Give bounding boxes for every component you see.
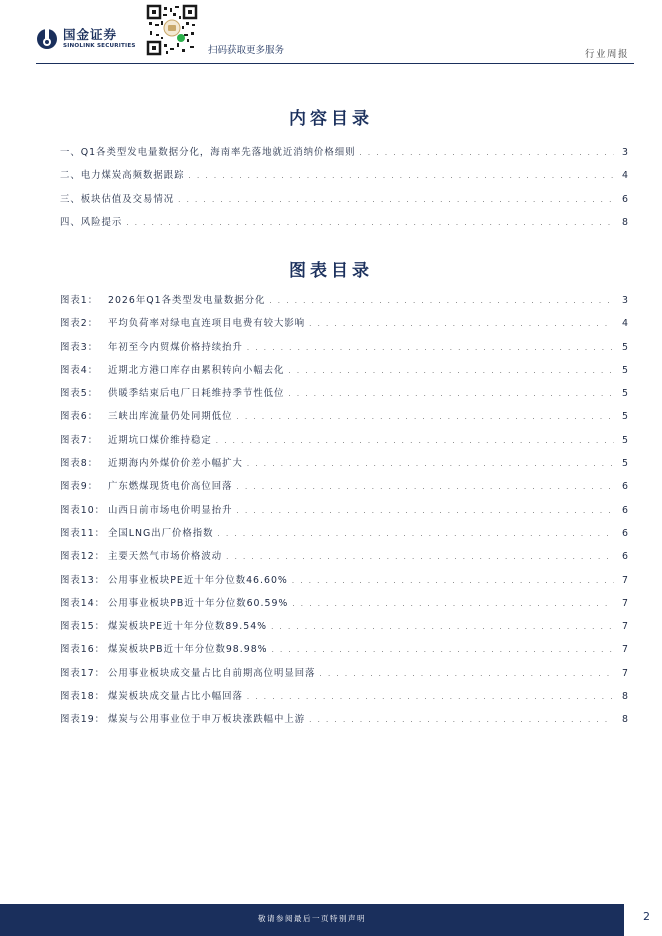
- figure-toc-item-label: [60, 385, 284, 399]
- toc-leader-dots: [309, 319, 614, 330]
- figure-toc-item[interactable]: [60, 665, 628, 688]
- figure-toc-item-prefix: 图表17：: [60, 667, 106, 679]
- figure-toc-item-title: 公用事业板块PE近十年分位数46.60%: [108, 574, 288, 586]
- toc-item-page: 3: [622, 147, 628, 158]
- figure-toc-item-page: 7: [622, 644, 628, 656]
- figure-toc-item[interactable]: [60, 641, 628, 664]
- report-type-label: 行业周报: [584, 49, 629, 60]
- figure-toc-item-title: 近期北方港口库存由累积转向小幅去化: [108, 364, 285, 376]
- figure-toc-item-page: 5: [622, 364, 628, 376]
- figure-toc-item-prefix: 图表14：: [60, 597, 106, 609]
- figure-toc-item-label: [60, 711, 305, 725]
- figure-toc-item-prefix: 图表19：: [60, 714, 106, 726]
- figure-toc-item-page: 8: [622, 691, 628, 703]
- toc-item-label: 二、电力煤炭高频数据跟踪: [60, 170, 185, 182]
- toc-leader-dots: [247, 343, 614, 354]
- figures-list: [60, 292, 628, 735]
- figure-toc-item-title: 煤炭与公用事业位于申万板块涨跌幅中上游: [108, 714, 306, 726]
- figure-toc-item[interactable]: [60, 339, 628, 362]
- figure-toc-item-prefix: 图表10：: [60, 504, 106, 516]
- figure-toc-item-label: [60, 688, 243, 702]
- scan-for-services-text: 扫码获取更多服务: [208, 45, 285, 56]
- toc-item-page: 4: [622, 170, 628, 182]
- toc-leader-dots: [218, 529, 614, 540]
- figure-toc-item-title: 近期坑口煤价维持稳定: [108, 434, 212, 446]
- figure-toc-item-prefix: 图表9：: [60, 481, 99, 493]
- figure-toc-item-page: 6: [622, 527, 628, 539]
- toc-leader-dots: [226, 552, 614, 563]
- toc-leader-dots: [359, 148, 614, 159]
- figure-toc-item[interactable]: [60, 315, 628, 338]
- figure-toc-item-label: [60, 641, 268, 655]
- sinolink-logo-icon: [36, 28, 58, 50]
- toc-leader-dots: [271, 622, 614, 633]
- toc-item-label: 四、风险提示: [60, 216, 123, 228]
- figure-toc-item-label: [60, 572, 288, 586]
- figure-toc-item-title: 广东燃煤现货电价高位回落: [108, 481, 233, 493]
- figure-toc-item-label: [60, 408, 233, 422]
- figure-toc-item-title: 平均负荷率对绿电直连项目电费有较大影响: [108, 318, 306, 330]
- figure-toc-item[interactable]: [60, 502, 628, 525]
- toc-item[interactable]: [60, 214, 628, 237]
- figure-toc-item-prefix: 图表11：: [60, 527, 106, 539]
- figure-toc-item-page: 8: [622, 714, 628, 726]
- figure-toc-item-label: [60, 315, 305, 329]
- figure-toc-item-title: 主要天然气市场价格波动: [108, 551, 223, 563]
- figure-toc-item-label: [60, 455, 243, 469]
- toc-item[interactable]: [60, 191, 628, 214]
- figure-toc-item-title: 年初至今内贸煤价格持续抬升: [108, 341, 243, 353]
- figure-toc-item-page: 5: [622, 458, 628, 470]
- toc-leader-dots: [292, 576, 614, 587]
- figure-toc-item-prefix: 图表13：: [60, 574, 106, 586]
- figure-toc-item-title: 近期海内外煤价价差小幅扩大: [108, 458, 243, 470]
- toc-leader-dots: [269, 296, 614, 307]
- figure-toc-item-title: 供暖季结束后电厂日耗维持季节性低位: [108, 388, 285, 400]
- toc-leader-dots: [216, 436, 614, 447]
- figure-toc-item-page: 7: [622, 574, 628, 586]
- figure-toc-item-label: [60, 432, 212, 446]
- toc-leader-dots: [272, 645, 614, 656]
- figure-toc-item-label: [60, 665, 316, 679]
- figure-toc-item-title: 公用事业板块PB近十年分位数60.59%: [108, 597, 289, 609]
- toc-item[interactable]: [60, 144, 628, 167]
- figure-toc-item-title: 全国LNG出厂价格指数: [108, 527, 214, 539]
- toc-leader-dots: [309, 715, 614, 726]
- figure-toc-item-prefix: 图表16：: [60, 644, 106, 656]
- contents-title: 内容目录: [289, 109, 373, 129]
- logo-english-name: SINOLINK SECURITIES: [63, 43, 136, 49]
- figure-toc-item-label: [60, 292, 265, 306]
- figure-toc-item-label: [60, 548, 222, 562]
- figure-toc-item-label: [60, 525, 214, 539]
- toc-leader-dots: [247, 692, 614, 703]
- figure-toc-item-page: 7: [622, 621, 628, 633]
- figure-toc-item-label: [60, 502, 233, 516]
- figure-toc-item-page: 6: [622, 504, 628, 516]
- toc-leader-dots: [320, 669, 614, 680]
- figures-title: 图表目录: [289, 261, 373, 281]
- toc-item-page: 8: [622, 216, 628, 228]
- figure-toc-item-label: [60, 478, 233, 492]
- figure-toc-item-prefix: 图表18：: [60, 691, 106, 703]
- figure-toc-item[interactable]: [60, 292, 628, 315]
- figure-toc-item-prefix: 图表7：: [60, 434, 99, 446]
- toc-item-page: 6: [622, 193, 628, 205]
- figure-toc-item-title: 煤炭板块成交量占比小幅回落: [108, 691, 243, 703]
- figure-toc-item[interactable]: [60, 525, 628, 548]
- figure-toc-item-title: 煤炭板块PB近十年分位数98.98%: [108, 644, 268, 656]
- toc-leader-dots: [288, 389, 614, 400]
- figure-toc-item[interactable]: [60, 618, 628, 641]
- figure-toc-item-label: [60, 339, 243, 353]
- figure-toc-item[interactable]: [60, 408, 628, 431]
- figure-toc-item-page: 5: [622, 388, 628, 400]
- figure-toc-item-prefix: 图表15：: [60, 621, 106, 633]
- figure-toc-item-prefix: 图表6：: [60, 411, 99, 423]
- figure-toc-item-page: 5: [622, 434, 628, 446]
- figure-toc-item-page: 3: [622, 295, 628, 306]
- figure-toc-item[interactable]: [60, 548, 628, 571]
- figure-toc-item[interactable]: [60, 432, 628, 455]
- toc-item-label: 三、板块估值及交易情况: [60, 193, 175, 205]
- figure-toc-item-page: 6: [622, 551, 628, 563]
- figure-toc-item[interactable]: [60, 572, 628, 595]
- toc-leader-dots: [288, 366, 614, 377]
- figure-toc-item-title: 煤炭板块PE近十年分位数89.54%: [108, 621, 268, 633]
- figure-toc-item[interactable]: [60, 688, 628, 711]
- figure-toc-item-prefix: 图表12：: [60, 551, 106, 563]
- figure-toc-item[interactable]: [60, 595, 628, 618]
- figure-toc-item-title: 三峡出库流量仍处同期低位: [108, 411, 233, 423]
- page-header: [0, 0, 662, 66]
- toc-item-label: 一、Q1各类型发电量数据分化，海南率先落地就近消纳价格细则: [60, 147, 356, 158]
- toc-leader-dots: [126, 218, 614, 229]
- toc-leader-dots: [237, 506, 614, 517]
- toc-leader-dots: [237, 412, 614, 423]
- toc-leader-dots: [178, 195, 614, 206]
- figure-toc-item-prefix: 图表1：: [60, 295, 99, 306]
- figure-toc-item-page: 6: [622, 481, 628, 493]
- figure-toc-item-page: 5: [622, 341, 628, 353]
- figure-toc-item-prefix: 图表5：: [60, 388, 99, 400]
- figure-toc-item-prefix: 图表4：: [60, 364, 99, 376]
- qr-code-icon[interactable]: [146, 4, 198, 56]
- figure-toc-item-label: [60, 618, 267, 632]
- figure-toc-item-prefix: 图表8：: [60, 458, 99, 470]
- figure-toc-item-page: 7: [622, 667, 628, 679]
- figure-toc-item-prefix: 图表2：: [60, 318, 99, 330]
- contents-list: [60, 144, 628, 237]
- figure-toc-item-label: [60, 595, 288, 609]
- figure-toc-item-title: 山西日前市场电价明显抬升: [108, 504, 233, 516]
- header-divider: [36, 63, 634, 64]
- figure-toc-item-title: 公用事业板块成交量占比自前期高位明显回落: [108, 667, 316, 679]
- toc-leader-dots: [189, 171, 614, 182]
- toc-item[interactable]: [60, 167, 628, 190]
- logo-chinese-name: 国金证券: [63, 27, 118, 42]
- figure-toc-item-prefix: 图表3：: [60, 341, 99, 353]
- figure-toc-item-title: 2026年Q1各类型发电量数据分化: [108, 295, 266, 306]
- figure-toc-item[interactable]: [60, 478, 628, 501]
- toc-leader-dots: [292, 599, 614, 610]
- sinolink-logo: [36, 26, 136, 52]
- figure-toc-item-label: [60, 362, 284, 376]
- figure-toc-item[interactable]: [60, 711, 628, 734]
- page-number: 2: [643, 910, 650, 923]
- figure-toc-item[interactable]: [60, 362, 628, 385]
- figure-toc-item[interactable]: [60, 385, 628, 408]
- figure-toc-item[interactable]: [60, 455, 628, 478]
- figure-toc-item-page: 4: [622, 318, 628, 330]
- figure-toc-item-page: 5: [622, 411, 628, 423]
- toc-leader-dots: [247, 459, 614, 470]
- toc-leader-dots: [237, 482, 614, 493]
- footer-disclaimer[interactable]: 敬请参阅最后一页特别声明: [258, 914, 366, 923]
- figure-toc-item-page: 7: [622, 597, 628, 609]
